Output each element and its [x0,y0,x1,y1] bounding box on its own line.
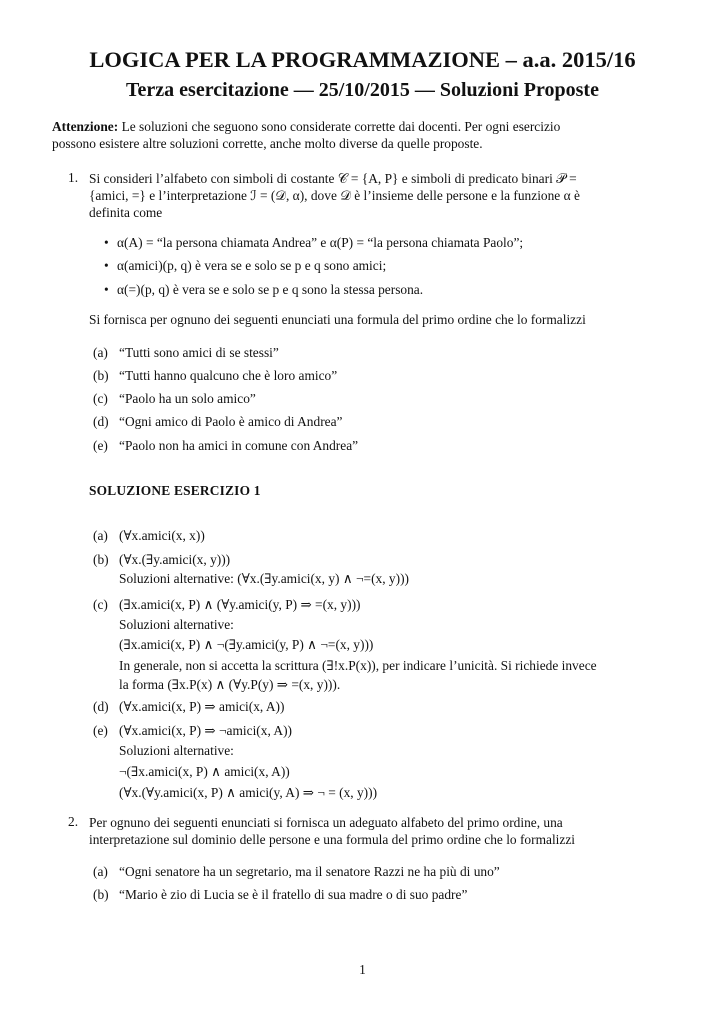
exercise-1-intro-line-3: definita come [89,205,163,220]
bullet-dot: • [104,235,109,250]
attention-note [52,118,677,152]
item-label: (b) [93,887,109,902]
solution-label: (a) [93,528,108,543]
item-label: (e) [93,438,108,453]
solution-text: (∀x.(∀y.amici(x, P) ∧ amici(y, A) ⇒ ¬ = (x, y))) [119,785,378,800]
bullet-dot: • [104,258,109,273]
item-label: (a) [93,345,108,360]
definition-bullet: α(amici)(p, q) è vera se e solo se p e q sono amici; [117,258,387,273]
solution-label: (c) [93,597,108,612]
solution-text: Soluzioni alternative: [119,617,234,632]
item-text: “Ogni amico di Paolo è amico di Andrea” [119,414,343,429]
item-label: (b) [93,368,109,383]
bullet-dot: • [104,282,109,297]
solution-text: la forma (∃x.P(x) ∧ (∀y.P(y) ⇒ =(x, y))). [119,677,341,692]
solution-text: ¬(∃x.amici(x, P) ∧ amici(x, A)) [119,764,290,779]
item-text: “Ogni senatore ha un segretario, ma il senatore Razzi ne ha più di uno” [119,864,500,879]
item-text: “Tutti hanno qualcuno che è loro amico” [119,368,338,383]
solution-text: (∃x.amici(x, P) ∧ (∀y.amici(y, P) ⇒ =(x, y))) [119,597,361,612]
exercise-1-intro [89,170,677,221]
exercise-2-intro [89,814,677,848]
item-text: “Paolo ha un solo amico” [119,391,256,406]
item-text: “Mario è zio di Lucia se è il fratello di sua madre o di suo padre” [119,887,468,902]
exercise-1-intro-line-1: Si consideri l’alfabeto con simboli di costante 𝒞 = {A, P} e simboli di predicato binari 𝒫 = [89,171,577,186]
solution-text: (∀x.amici(x, x)) [119,528,205,543]
attention-line-1: Le soluzioni che seguono sono considerate corrette dai docenti. Per ogni esercizio [121,119,561,134]
exercise-2-intro-line-2: interpretazione sul dominio delle persone e una formula del primo ordine che lo formalizzi [89,832,575,847]
solution-text: (∃x.amici(x, P) ∧ ¬(∃y.amici(y, P) ∧ ¬=(x, y))) [119,637,374,652]
exercise-2-number: 2. [68,814,79,829]
page-number: 1 [359,962,366,977]
exercise-1-intro-line-2: {amici, =} e l’interpretazione ℐ = (𝒟, α), dove 𝒟 è l’insieme delle persone e la funzione α è [89,188,580,203]
item-text: “Paolo non ha amici in comune con Andrea” [119,438,359,453]
item-label: (a) [93,864,108,879]
solution-text: (∀x.amici(x, P) ⇒ ¬amici(x, A)) [119,723,292,738]
solution-text: (∀x.amici(x, P) ⇒ amici(x, A)) [119,699,285,714]
attention-line-2: possono esistere altre soluzioni corrette, anche molto diverse da quelle proposte. [52,136,483,151]
item-label: (d) [93,414,109,429]
document-subtitle: Terza esercitazione — 25/10/2015 — Soluzioni Proposte [126,79,599,101]
solution-heading: SOLUZIONE ESERCIZIO 1 [89,483,261,498]
exercise-1-number: 1. [68,170,79,185]
document-title: LOGICA PER LA PROGRAMMAZIONE – a.a. 2015/16 [89,47,636,72]
item-text: “Tutti sono amici di se stessi” [119,345,279,360]
solution-label: (e) [93,723,108,738]
exercise-2-intro-line-1: Per ognuno dei seguenti enunciati si fornisca un adeguato alfabeto del primo ordine, una [89,815,563,830]
solution-label: (d) [93,699,109,714]
item-label: (c) [93,391,108,406]
solution-text: In generale, non si accetta la scrittura (∃!x.P(x)), per indicare l’unicità. Si richiede invece [119,658,597,673]
exercise-1-task: Si fornisca per ognuno dei seguenti enunciati una formula del primo ordine che lo formalizzi [89,312,586,327]
definition-bullet: α(=)(p, q) è vera se e solo se p e q sono la stessa persona. [117,282,424,297]
solution-text: Soluzioni alternative: (∀x.(∃y.amici(x, y) ∧ ¬=(x, y))) [119,571,410,586]
solution-text: Soluzioni alternative: [119,743,234,758]
solution-text: (∀x.(∃y.amici(x, y))) [119,552,231,567]
attention-label: Attenzione: [52,119,119,134]
solution-label: (b) [93,552,109,567]
definition-bullet: α(A) = “la persona chiamata Andrea” e α(P) = “la persona chiamata Paolo”; [117,235,524,250]
